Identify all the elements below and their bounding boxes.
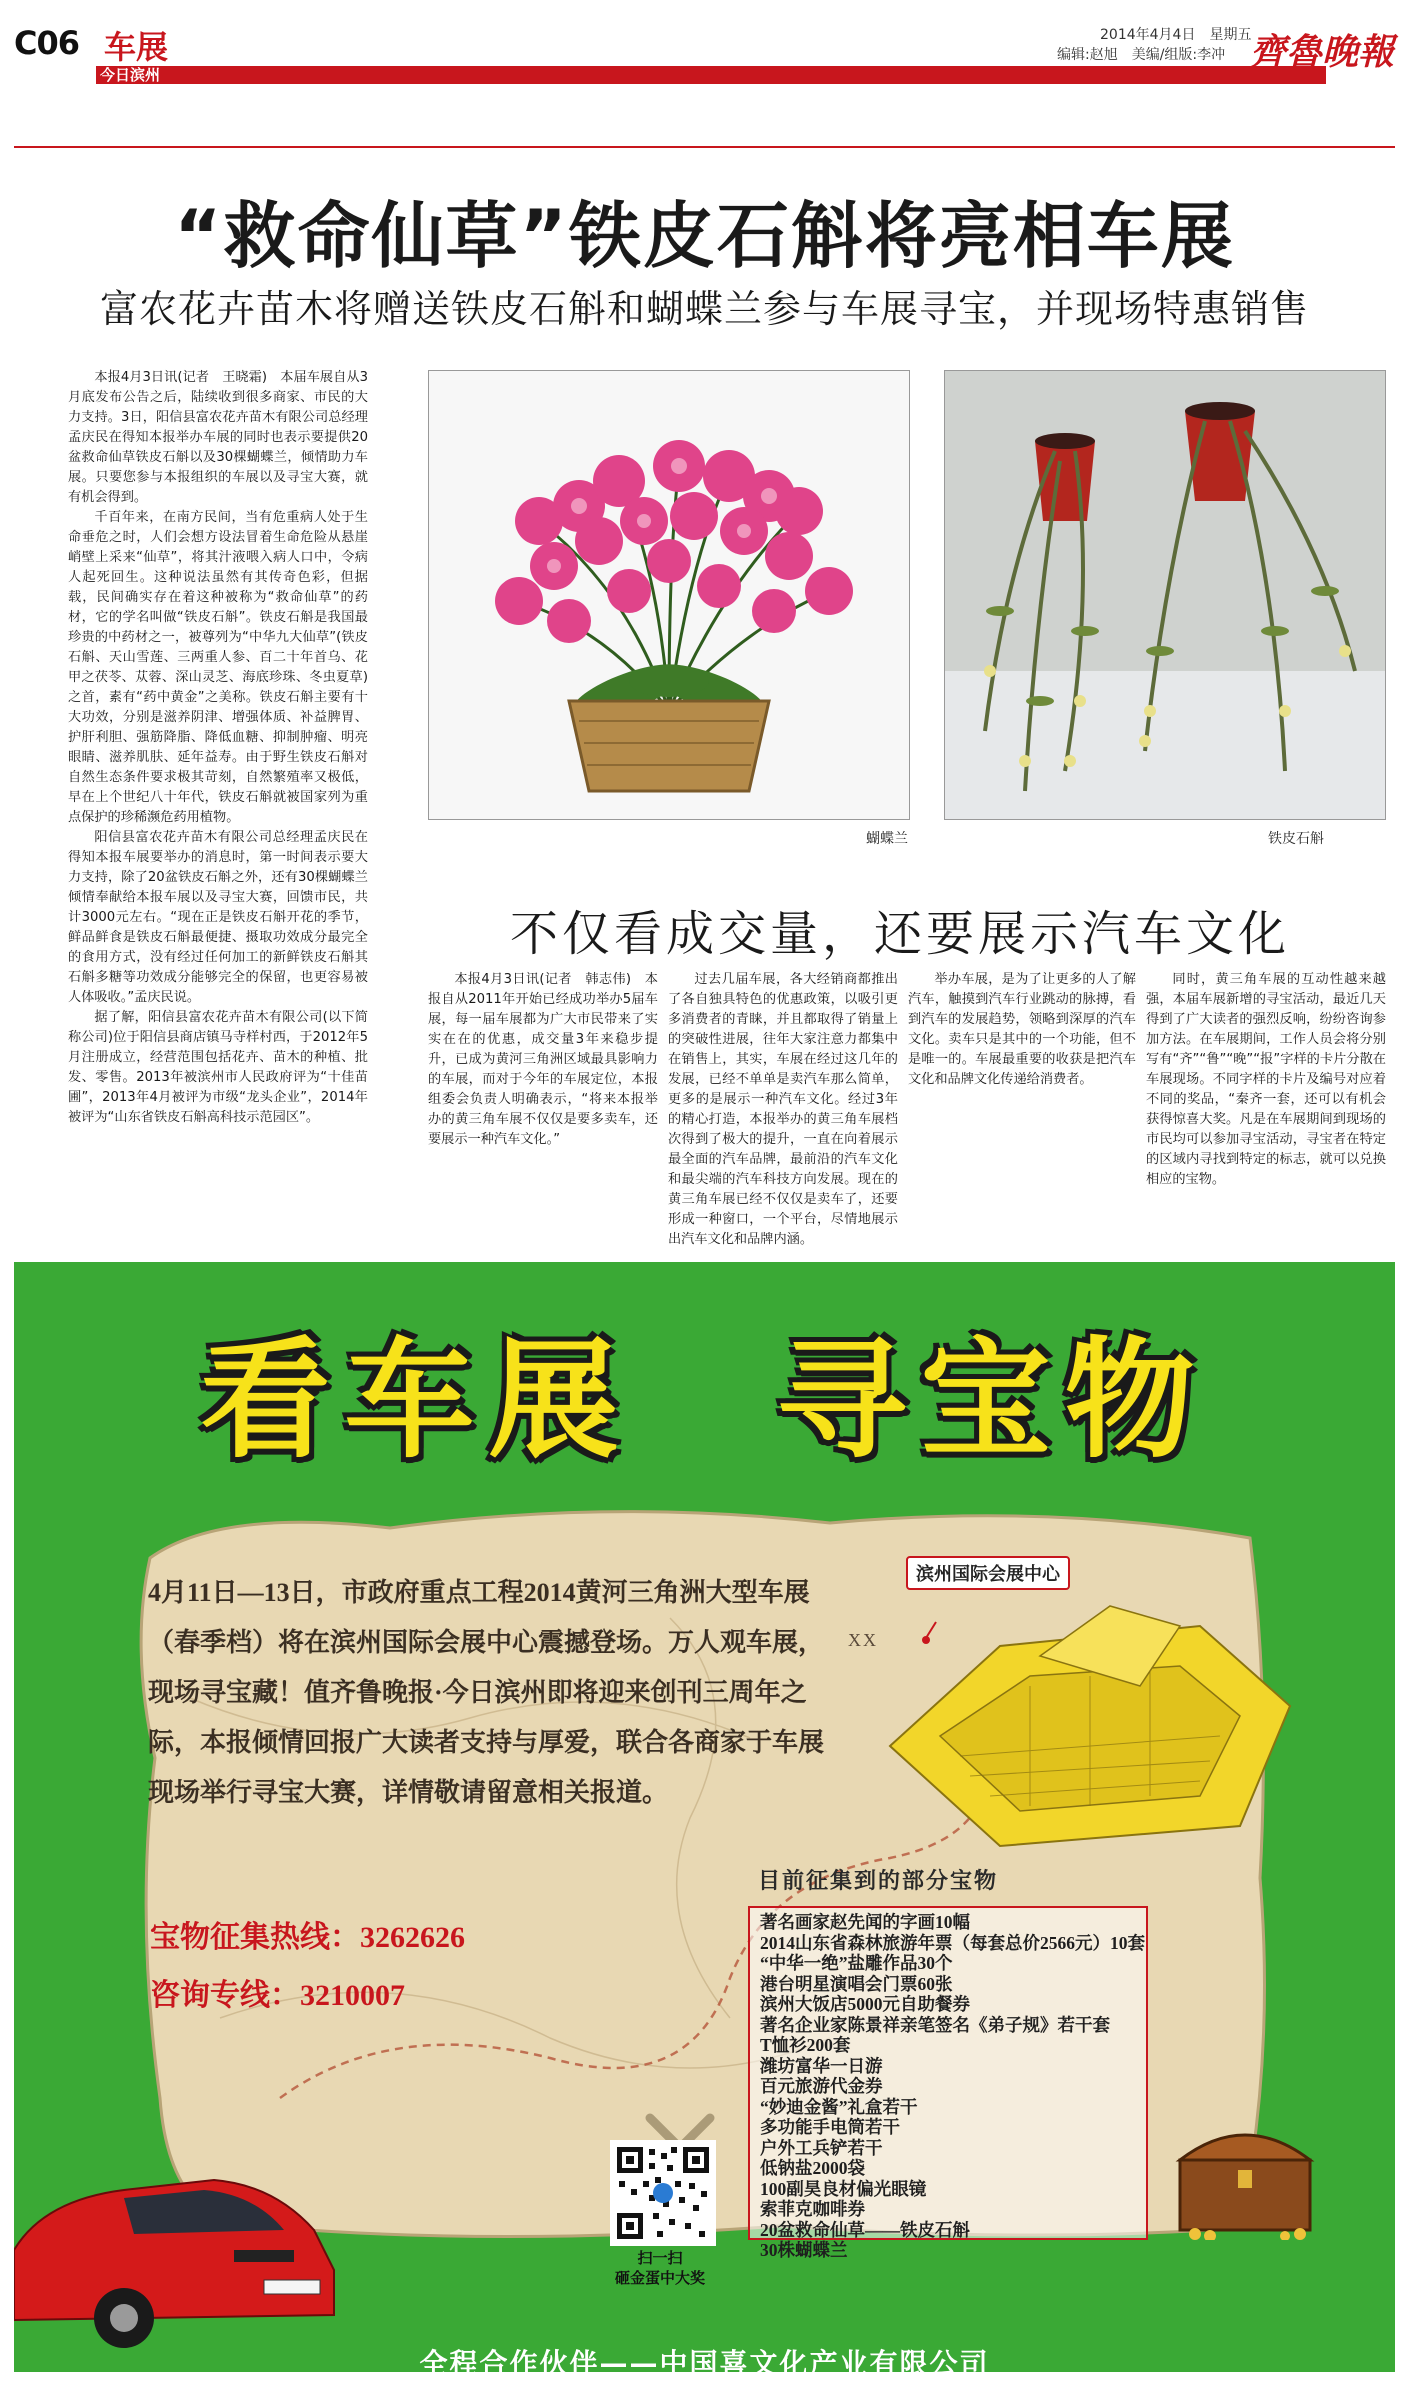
- treasure-item: 滨州大饭店5000元自助餐券: [760, 1994, 970, 2014]
- ad-headline: 看车展 寻宝物: [200, 1324, 1209, 1476]
- partner-line: 全程合作伙伴——中国喜文化产业有限公司: [419, 2347, 990, 2380]
- headline: “救命仙草”铁皮石斛将亮相车展: [174, 194, 1235, 278]
- dendrobium-illustration: [945, 371, 1385, 819]
- treasure-item: T恤衫200套: [760, 2035, 851, 2055]
- treasure-item: 100副昊良材偏光眼镜: [760, 2178, 927, 2199]
- treasure-item: 多功能手电筒若干: [760, 2117, 900, 2137]
- treasure-list-title: 目前征集到的部分宝物: [758, 1869, 999, 1894]
- treasure-item: 百元旅游代金券: [760, 2076, 883, 2096]
- article1-paragraph: 本报4月3日讯(记者 王晓霜) 本届车展自从3月底发布公告之后，陆续收到很多商家、市民的大力支持。3日，阳信县富农花卉苗木有限公司总经理孟庆民在得知本报举办车展的同时也表示要提供20盆救命仙草铁皮石斛以及30棵蝴蝶兰，倾情助力车展。只要您参与本报组织的车展以及寻宝大赛，就有机会得到。: [68, 370, 368, 505]
- red-suv-illustration: [14, 2130, 344, 2350]
- treasure-item: 2014山东省森林旅游年票（每套总价2566元）10套: [760, 1932, 1145, 1953]
- treasure-list: [748, 1906, 1148, 2260]
- treasure-item: 港台明星演唱会门票60张: [760, 1973, 953, 1994]
- consult-row: [150, 1970, 405, 2014]
- treasure-item: 索菲克咖啡券: [760, 2199, 865, 2219]
- dendrobium-caption: 铁皮石斛: [1268, 831, 1324, 847]
- hotline-label: 宝物征集热线：: [150, 1921, 360, 1954]
- treasure-item: 20盆救命仙草——铁皮石斛: [760, 2219, 970, 2240]
- section-bar: [96, 66, 1326, 84]
- article1-body: [68, 368, 368, 1128]
- article1-paragraph: 阳信县富农花卉苗木有限公司总经理孟庆民在得知本报车展要举办的消息时，第一时间表示要大力支持，除了20盆铁皮石斛之外，还有30棵蝴蝶兰倾情奉献给本报车展以及寻宝大赛，回馈市民，共计3000元左右。“现在正是铁皮石斛开花的季节，鲜品鲜食是铁皮石斛最便捷、摄取功效成分最完全的食用方式，没有经过任何加工的新鲜铁皮石斛其石斛多糖等功效成分能够完全的保留，也更容易被人体吸收。”孟庆民说。: [68, 830, 368, 1005]
- article2-col-1: [428, 970, 658, 1150]
- venue-label: 滨州国际会展中心: [906, 1556, 1070, 1590]
- section-title: 车展: [104, 28, 169, 66]
- treasure-item: 潍坊富华一日游: [760, 2055, 883, 2076]
- qr-code-icon: [613, 2143, 713, 2243]
- hotline-number: 3262626: [360, 1921, 465, 1954]
- treasure-item: “妙迪金酱”礼盒若干: [760, 2096, 918, 2117]
- consult-number: 3210007: [300, 1979, 405, 2012]
- map-x-marks: XX: [848, 1630, 878, 1650]
- qr-caption-line1: 扫一扫: [637, 2249, 683, 2267]
- editor-credits: 编辑:赵旭 美编/组版:李冲: [1057, 47, 1226, 63]
- page-number: C06: [14, 24, 80, 62]
- article2-paragraph: 过去几届车展，各大经销商都推出了各自独具特色的优惠政策，以吸引更多消费者的青睐，并且都取得了销量上的突破性进展，往年大家注意力都集中在销售上，其实，车展在经过这几年的发展，已经不单单是卖汽车那么简单，更多的是展示一种汽车文化。经过3年的精心打造，本报举办的黄三角车展档次得到了极大的提升，一直在向着展示最全面的汽车品牌，最前沿的汽车文化和最尖端的汽车科技方向发展。现在的黄三角车展已经不仅仅是卖车了，还要形成一种窗口，一个平台，尽情地展示出汽车文化和品牌内涵。: [668, 972, 898, 1247]
- article2-paragraph: 本报4月3日讯(记者 韩志伟) 本报自从2011年开始已经成功举办5届车展，每一届车展都为广大市民带来了实实在在的优惠，成交量3年来稳步提升，已成为黄河三角洲区域最具影响力的车展，而对于今年的车展定位，本报组委会负责人明确表示，“将来本报举办的黄三角车展不仅仅是要多卖车，还要展示一种汽车文化。”: [428, 972, 658, 1147]
- article2-col-3: [908, 970, 1136, 1090]
- treasure-item: 户外工兵铲若干: [760, 2137, 883, 2158]
- article1-paragraph: 据了解，阳信县富农花卉苗木有限公司(以下简称公司)位于阳信县商店镇马寺样村西，于2012年5月注册成立，经营范围包括花卉、苗木的种植、批发、零售。2013年被滨州市人民政府评为“十佳苗圃”，2013年4月被评为市级“龙头企业”，2014年被评为“山东省铁皮石斛高科技示范园区”。: [68, 1010, 368, 1125]
- treasure-item: 低钠盐2000袋: [760, 2158, 865, 2178]
- subheadline: 富农花卉苗木将赠送铁皮石斛和蝴蝶兰参与车展寻宝，并现场特惠销售: [99, 287, 1309, 331]
- masthead-logo: 齊魯晚報: [1250, 31, 1395, 73]
- dendrobium-photo: [944, 370, 1386, 820]
- article2-headline: 不仅看成交量，还要展示汽车文化: [509, 906, 1290, 962]
- issue-date: 2014年4月4日 星期五: [1100, 27, 1252, 43]
- article1-paragraph: 千百年来，在南方民间，当有危重病人处于生命垂危之时，人们会想方设法冒着生命危险从悬崖峭壁上采来“仙草”，将其汁液喂入病人口中，令病人起死回生。这种说法虽然有其传奇色彩，但据载，民间确实存在着这种被称为“救命仙草”的药材，它的学名叫做“铁皮石斛”。铁皮石斛是我国最珍贵的中药材之一，被尊列为“中华九大仙草”(铁皮石斛、天山雪莲、三两重人参、百二十年首乌、花甲之茯苓、苁蓉、深山灵芝、海底珍珠、冬虫夏草)之首，素有“药中黄金”之美称。铁皮石斛主要有十大功效，分别是滋养阴津、增强体质、补益脾胃、护肝利胆、强筋降脂、降低血糖、抑制肿瘤、明亮眼睛、滋养肌肤、延年益寿。由于野生铁皮石斛对自然生态条件要求极其苛刻，自然繁殖率又极低，早在上个世纪八十年代，铁皮石斛就被国家列为重点保护的珍稀濒危药用植物。: [68, 510, 368, 825]
- article2-col-2: [668, 970, 898, 1250]
- ad-description: 4月11日—13日，市政府重点工程2014黄河三角洲大型车展（春季档）将在滨州国际会展中心震撼登场。万人观车展，现场寻宝藏！值齐鲁晚报·今日滨州即将迎来创刊三周年之际，本报倾情回报广大读者支持与厚爱，联合各商家于车展现场举行寻宝大赛，详情敬请留意相关报道。: [148, 1578, 825, 1807]
- treasure-item: “中华一绝”盐雕作品30个: [760, 1953, 953, 1973]
- article2-paragraph: 举办车展，是为了让更多的人了解汽车，触摸到汽车行业跳动的脉搏，看到汽车的发展趋势，领略到深厚的汽车文化。卖车只是其中的一个功能，但不是唯一的。车展最重要的收获是把汽车文化和品牌文化传递给消费者。: [908, 972, 1136, 1087]
- treasure-item: 著名企业家陈景祥亲笔签名《弟子规》若干套: [760, 2014, 1110, 2035]
- hotline-row: [150, 1912, 465, 1956]
- qr-caption: [593, 2248, 727, 2288]
- phalaenopsis-illustration: [429, 371, 909, 819]
- consult-label: 咨询专线：: [150, 1979, 300, 2012]
- top-rule: [14, 146, 1395, 148]
- orchid-caption: 蝴蝶兰: [866, 831, 908, 847]
- qr-caption-line2: 砸金蛋中大奖: [614, 2269, 705, 2287]
- section-subtitle: 今日滨州: [100, 66, 161, 84]
- article2-paragraph: 同时，黄三角车展的互动性越来越强，本届车展新增的寻宝活动，最近几天得到了广大读者的强烈反响，纷纷咨询参加方法。在车展期间，工作人员会将分别写有“齐”“鲁”“晚”“报”字样的卡片分散在车展现场。不同字样的卡片及编号对应着不同的奖品，“秦齐一套，还可以有机会获得惊喜大奖。凡是在车展期间到现场的市民均可以参加寻宝活动，寻宝者在特定的区域内寻找到特定的标志，就可以兑换相应的宝物。: [1146, 972, 1386, 1187]
- qr-code[interactable]: [610, 2140, 716, 2246]
- treasure-chest-illustration: [1160, 2110, 1330, 2240]
- article2-col-4: [1146, 970, 1386, 1190]
- orchid-photo: [428, 370, 910, 820]
- treasure-item: 著名画家赵先闻的字画10幅: [760, 1912, 970, 1932]
- treasure-item: 30株蝴蝶兰: [760, 2240, 848, 2260]
